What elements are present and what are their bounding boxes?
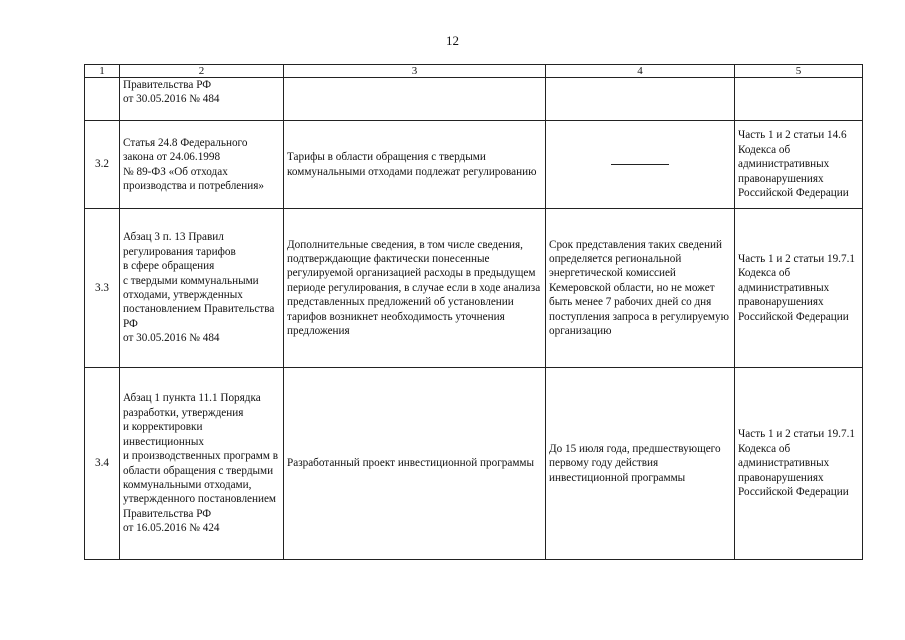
deadline-cell [546, 121, 735, 209]
row-number-cell: 3.3 [85, 209, 120, 368]
liability-cell [735, 78, 863, 121]
table-header-row [85, 65, 863, 78]
column-number-5: 5 [735, 65, 863, 78]
row-number-cell [85, 78, 120, 121]
column-number-4: 4 [546, 65, 735, 78]
deadline-cell [546, 78, 735, 121]
information-cell: Дополнительные сведения, в том числе сведения, подтверждающие фактически понесенные регулируемой организацией расходы в предыдущем периоде регулирования, в случае если в ходе анализа представленных предложений об установлении тарифов возникнет необходимость уточнения предложения [284, 209, 546, 368]
column-number-1: 1 [85, 65, 120, 78]
column-number-2: 2 [120, 65, 284, 78]
table-row [85, 121, 863, 209]
liability-cell: Часть 1 и 2 статьи 14.6 Кодекса об административных правонарушениях Российской Федерации [735, 121, 863, 209]
table-row-continuation [85, 78, 863, 121]
legal-basis-cell: Абзац 3 п. 13 Правил регулирования тарифов в сфере обращения с твердыми коммунальными отходами, утвержденных постановлением Правительства РФ от 30.05.2016 № 484 [120, 209, 284, 368]
column-number-3: 3 [284, 65, 546, 78]
liability-cell: Часть 1 и 2 статьи 19.7.1 Кодекса об административных правонарушениях Российской Федерации [735, 368, 863, 560]
deadline-cell: Срок представления таких сведений определяется региональной энергетической комиссией Кемеровской области, но не может быть менее 7 рабочих дней со дня поступления запроса в регулируемую организацию [546, 209, 735, 368]
empty-dash [611, 164, 669, 165]
page-number: 12 [446, 33, 459, 48]
row-number-cell: 3.2 [85, 121, 120, 209]
legal-basis-cell: Статья 24.8 Федерального закона от 24.06.1998 № 89-ФЗ «Об отходах производства и потребления» [120, 121, 284, 209]
table-row [85, 209, 863, 368]
information-cell [284, 78, 546, 121]
liability-cell: Часть 1 и 2 статьи 19.7.1 Кодекса об административных правонарушениях Российской Федерации [735, 209, 863, 368]
legal-basis-cell: Правительства РФ от 30.05.2016 № 484 [120, 78, 284, 121]
information-cell: Разработанный проект инвестиционной программы [284, 368, 546, 560]
deadline-cell: До 15 июля года, предшествующего первому году действия инвестиционной программы [546, 368, 735, 560]
information-cell: Тарифы в области обращения с твердыми коммунальными отходами подлежат регулированию [284, 121, 546, 209]
regulation-table [84, 64, 863, 560]
legal-basis-cell: Абзац 1 пункта 11.1 Порядка разработки, утверждения и корректировки инвестиционных и производственных программ в области обращения с твердыми коммунальными отходами, утвержденного постановлением Правительства РФ от 16.05.2016 № 424 [120, 368, 284, 560]
row-number-cell: 3.4 [85, 368, 120, 560]
table-row [85, 368, 863, 560]
